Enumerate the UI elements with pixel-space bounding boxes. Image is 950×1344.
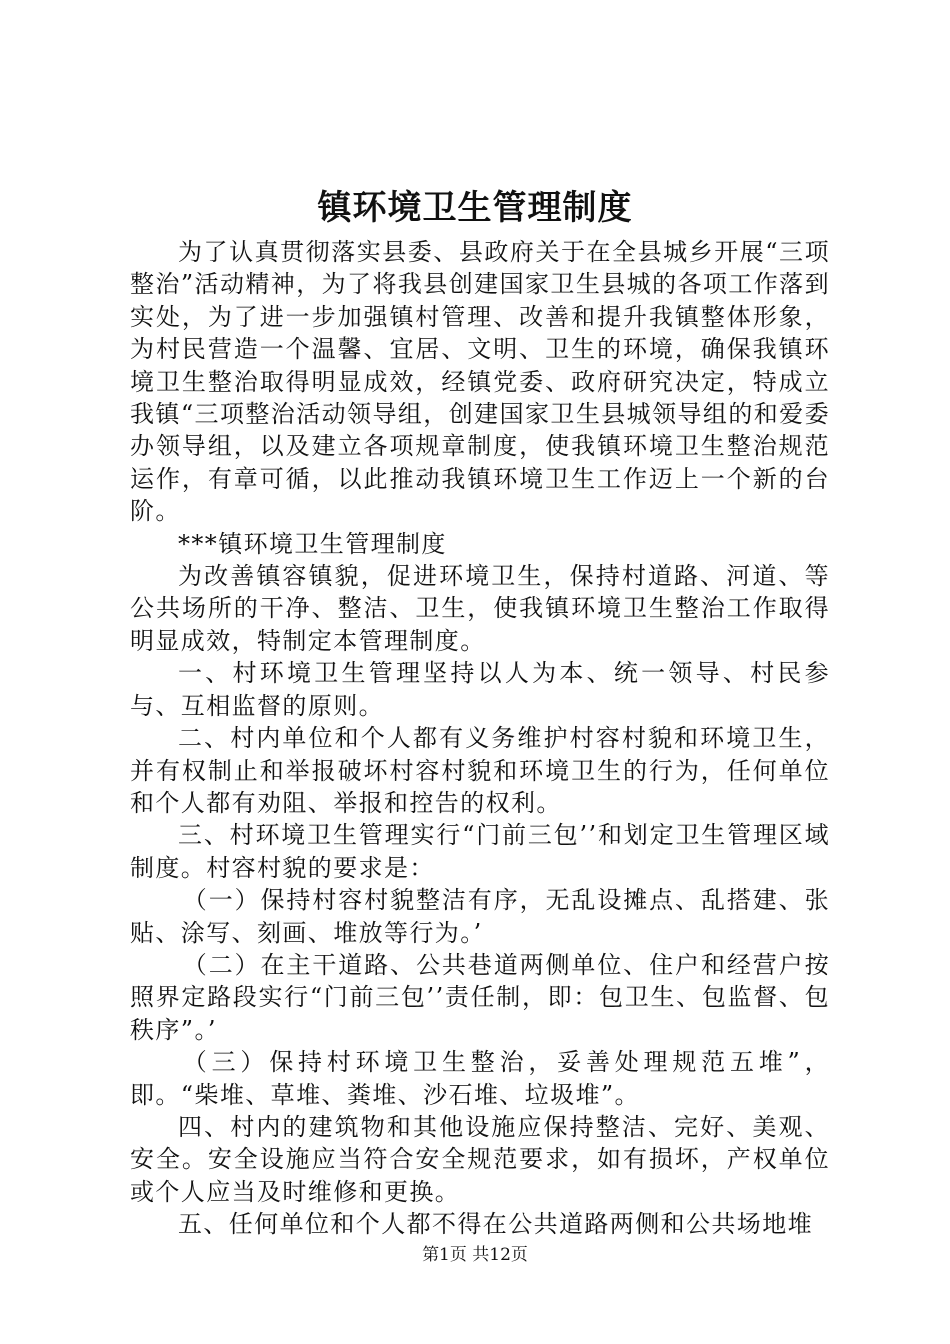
paragraph-article-5: 五、任何单位和个人都不得在公共道路两侧和公共场地堆	[178, 1210, 813, 1239]
paragraph-intro: 为了认真贯彻落实县委、县政府关于在全县城乡开展“三项整治”活动精神，为了将我县创建国家卫生县城的各项工作落到实处，为了进一步加强镇村管理、改善和提升我镇整体形象，为村民营造一个温馨、宜居、文明、卫生的环境，确保我镇环境卫生整治取得明显成效，经镇党委、政府研究决定，特成立我镇“三项整治活动领导组，创建国家卫生县城领导组的和爱委办领导组，以及建立各项规章制度，使我镇环境卫生整治规范运作，有章可循，以此推动我镇环境卫生工作迈上一个新的台阶。	[130, 238, 830, 526]
paragraph-item-2: （二）在主干道路、公共巷道两侧单位、住户和经营户按照界定路段实行“门前三包’’责任制，即：包卫生、包监督、包秩序”。’	[130, 950, 830, 1044]
paragraph-article-1: 一、村环境卫生管理坚持以人为本、统一领导、村民参与、互相监督的原则。	[130, 659, 830, 720]
paragraph-item-3: （三）保持村环境卫生整治，妥善处理规范五堆”，即。“柴堆、草堆、粪堆、沙石堆、垃圾堆”。	[130, 1048, 830, 1109]
paragraph-article-3: 三、村环境卫生管理实行“门前三包’’和划定卫生管理区域制度。村容村貌的要求是：	[130, 821, 830, 882]
paragraph-article-4: 四、村内的建筑物和其他设施应保持整洁、完好、美观、安全。安全设施应当符合安全规范要求，如有损坏，产权单位或个人应当及时维修和更换。	[130, 1112, 830, 1206]
document-body	[130, 236, 830, 1241]
document-title: 镇环境卫生管理制度	[317, 188, 633, 228]
section-heading: ***镇环境卫生管理制度	[178, 529, 447, 558]
paragraph-item-1: （一）保持村容村貌整洁有序，无乱设摊点、乱搭建、张贴、涂写、刻画、堆放等行为。’	[130, 886, 830, 947]
paragraph-article-2: 二、村内单位和个人都有义务维护村容村貌和环境卫生，并有权制止和举报破坏村容村貌和环境卫生的行为，任何单位和个人都有劝阻、举报和控告的权利。	[130, 724, 830, 817]
page-number: 第1页 共12页	[422, 1245, 528, 1265]
paragraph-purpose: 为改善镇容镇貌，促进环境卫生，保持村道路、河道、等公共场所的干净、整洁、卫生，使我镇环境卫生整治工作取得明显成效，特制定本管理制度。	[130, 562, 830, 655]
